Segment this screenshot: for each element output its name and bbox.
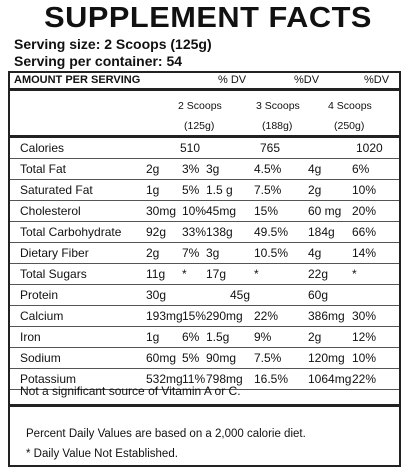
serving-1-grams: (125g) xyxy=(184,120,215,132)
dv-cell: 3% xyxy=(182,162,200,176)
amount-cell: 290mg xyxy=(206,309,243,323)
amount-cell: 1g xyxy=(146,183,160,197)
dv-cell: 7.5% xyxy=(254,351,282,365)
dv-cell: * xyxy=(182,267,187,281)
nutrient-row xyxy=(10,306,399,327)
amount-cell: 3g xyxy=(206,246,220,260)
amount-cell: 30g xyxy=(146,288,167,302)
nutrient-name: Total Sugars xyxy=(20,267,87,281)
amount-cell: 92g xyxy=(146,225,167,239)
dv-cell: 5% xyxy=(182,351,200,365)
nutrient-name: Protein xyxy=(20,288,59,302)
dv-cell: 49.5% xyxy=(254,225,289,239)
nutrient-name: Sodium xyxy=(20,351,61,365)
amount-cell: 2g xyxy=(308,330,322,344)
nutrient-row xyxy=(10,201,399,222)
nutrient-row xyxy=(10,348,399,369)
amount-cell: 45g xyxy=(230,288,251,302)
nutrient-name: Iron xyxy=(20,330,41,344)
amount-cell: 1020 xyxy=(356,141,383,155)
dv-cell: 16.5% xyxy=(254,372,289,386)
dv-cell: 10.5% xyxy=(254,246,289,260)
amount-cell: 22g xyxy=(308,267,329,281)
nutrient-row xyxy=(10,243,399,264)
vitamin-note: Not a significant source of Vitamin A or C. xyxy=(20,384,241,398)
amount-cell: 120mg xyxy=(308,351,345,365)
dv-cell: 10% xyxy=(352,183,377,197)
amount-cell: 11g xyxy=(146,267,166,281)
dv-cell: 20% xyxy=(352,204,377,218)
dv-cell: 6% xyxy=(352,162,370,176)
dv-cell: 10% xyxy=(352,351,377,365)
amount-cell: 1.5 g xyxy=(206,183,233,197)
nutrient-name: Calories xyxy=(20,141,65,155)
dv-cell: 11% xyxy=(182,372,206,386)
amount-cell: 2g xyxy=(146,246,160,260)
nutrient-name: Total Fat xyxy=(20,162,67,176)
dv-cell: 30% xyxy=(352,309,377,323)
nutrient-row xyxy=(10,327,399,348)
amount-cell: 17g xyxy=(206,267,227,281)
amount-cell: 4g xyxy=(308,246,322,260)
serving-2-scoops: 3 Scoops xyxy=(256,100,300,112)
dv-cell: 14% xyxy=(352,246,377,260)
dv-cell: 22% xyxy=(254,309,279,323)
page-title: SUPPLEMENT FACTS xyxy=(44,2,372,34)
nutrient-row xyxy=(10,222,399,243)
nutrient-name: Total Carbohydrate xyxy=(20,225,122,239)
nutrient-row xyxy=(10,138,399,159)
amount-cell: 532mg xyxy=(146,372,183,386)
amount-cell: 1.5g xyxy=(206,330,230,344)
amount-cell: 1g xyxy=(146,330,160,344)
amount-cell: 2g xyxy=(308,183,322,197)
nutrient-row xyxy=(10,285,399,306)
amount-cell: 1064mg xyxy=(308,372,352,386)
amount-cell: 60mg xyxy=(146,351,177,365)
serving-size: Serving size: 2 Scoops (125g) xyxy=(14,36,212,52)
serving-2-grams: (188g) xyxy=(262,120,293,132)
amount-cell: 4g xyxy=(308,162,322,176)
amount-cell: 2g xyxy=(146,162,160,176)
serving-3-grams: (250g) xyxy=(334,120,365,132)
dv-cell: * xyxy=(254,267,259,281)
amount-cell: 510 xyxy=(180,141,201,155)
dv-cell: 6% xyxy=(182,330,200,344)
serving-1-scoops: 2 Scoops xyxy=(178,100,222,112)
servings-per-container: Serving per container: 54 xyxy=(14,53,183,69)
amount-cell: 3g xyxy=(206,162,220,176)
dv-cell: 15% xyxy=(254,204,279,218)
facts-panel xyxy=(8,71,401,467)
nutrient-row xyxy=(10,180,399,201)
amount-per-serving-label: AMOUNT PER SERVING xyxy=(14,74,141,86)
amount-cell: 60g xyxy=(308,288,329,302)
dv-cell: 5% xyxy=(182,183,200,197)
amount-cell: 138g xyxy=(206,225,233,239)
amount-cell: 386mg xyxy=(308,309,345,323)
nutrient-row xyxy=(10,264,399,285)
dv-cell: 9% xyxy=(254,330,272,344)
amount-cell: 30mg xyxy=(146,204,177,218)
dv-header-1: % DV xyxy=(218,74,247,86)
dv-cell: 7.5% xyxy=(254,183,282,197)
dv-cell: * xyxy=(352,267,357,281)
dv-cell: 10% xyxy=(182,204,207,218)
amount-cell: 765 xyxy=(260,141,281,155)
amount-cell: 798mg xyxy=(206,372,243,386)
footer-divider xyxy=(10,404,399,407)
dv-cell: 22% xyxy=(352,372,377,386)
nutrient-name: Cholesterol xyxy=(20,204,81,218)
dv-cell: 12% xyxy=(352,330,377,344)
nutrient-name: Dietary Fiber xyxy=(20,246,89,260)
dv-cell: 7% xyxy=(182,246,200,260)
nutrient-row xyxy=(10,159,399,180)
amount-cell: 90mg xyxy=(206,351,237,365)
amount-cell: 60 mg xyxy=(308,204,342,218)
dv-cell: 15% xyxy=(182,309,207,323)
nutrient-name: Potassium xyxy=(20,372,77,386)
nutrient-name: Calcium xyxy=(20,309,64,323)
amount-cell: 45mg xyxy=(206,204,237,218)
footnote-daily-values: Percent Daily Values are based on a 2,000 calorie diet. xyxy=(26,428,306,440)
dv-cell: 66% xyxy=(352,225,377,239)
header-bar xyxy=(10,73,399,91)
footnote-not-established: * Daily Value Not Established. xyxy=(26,448,178,460)
dv-cell: 33% xyxy=(182,225,207,239)
dv-header-2: %DV xyxy=(294,74,320,86)
amount-cell: 184g xyxy=(308,225,335,239)
dv-cell: 4.5% xyxy=(254,162,282,176)
serving-3-scoops: 4 Scoops xyxy=(328,100,372,112)
amount-cell: 193mg xyxy=(146,309,183,323)
nutrient-name: Saturated Fat xyxy=(20,183,93,197)
dv-header-3: %DV xyxy=(364,74,390,86)
